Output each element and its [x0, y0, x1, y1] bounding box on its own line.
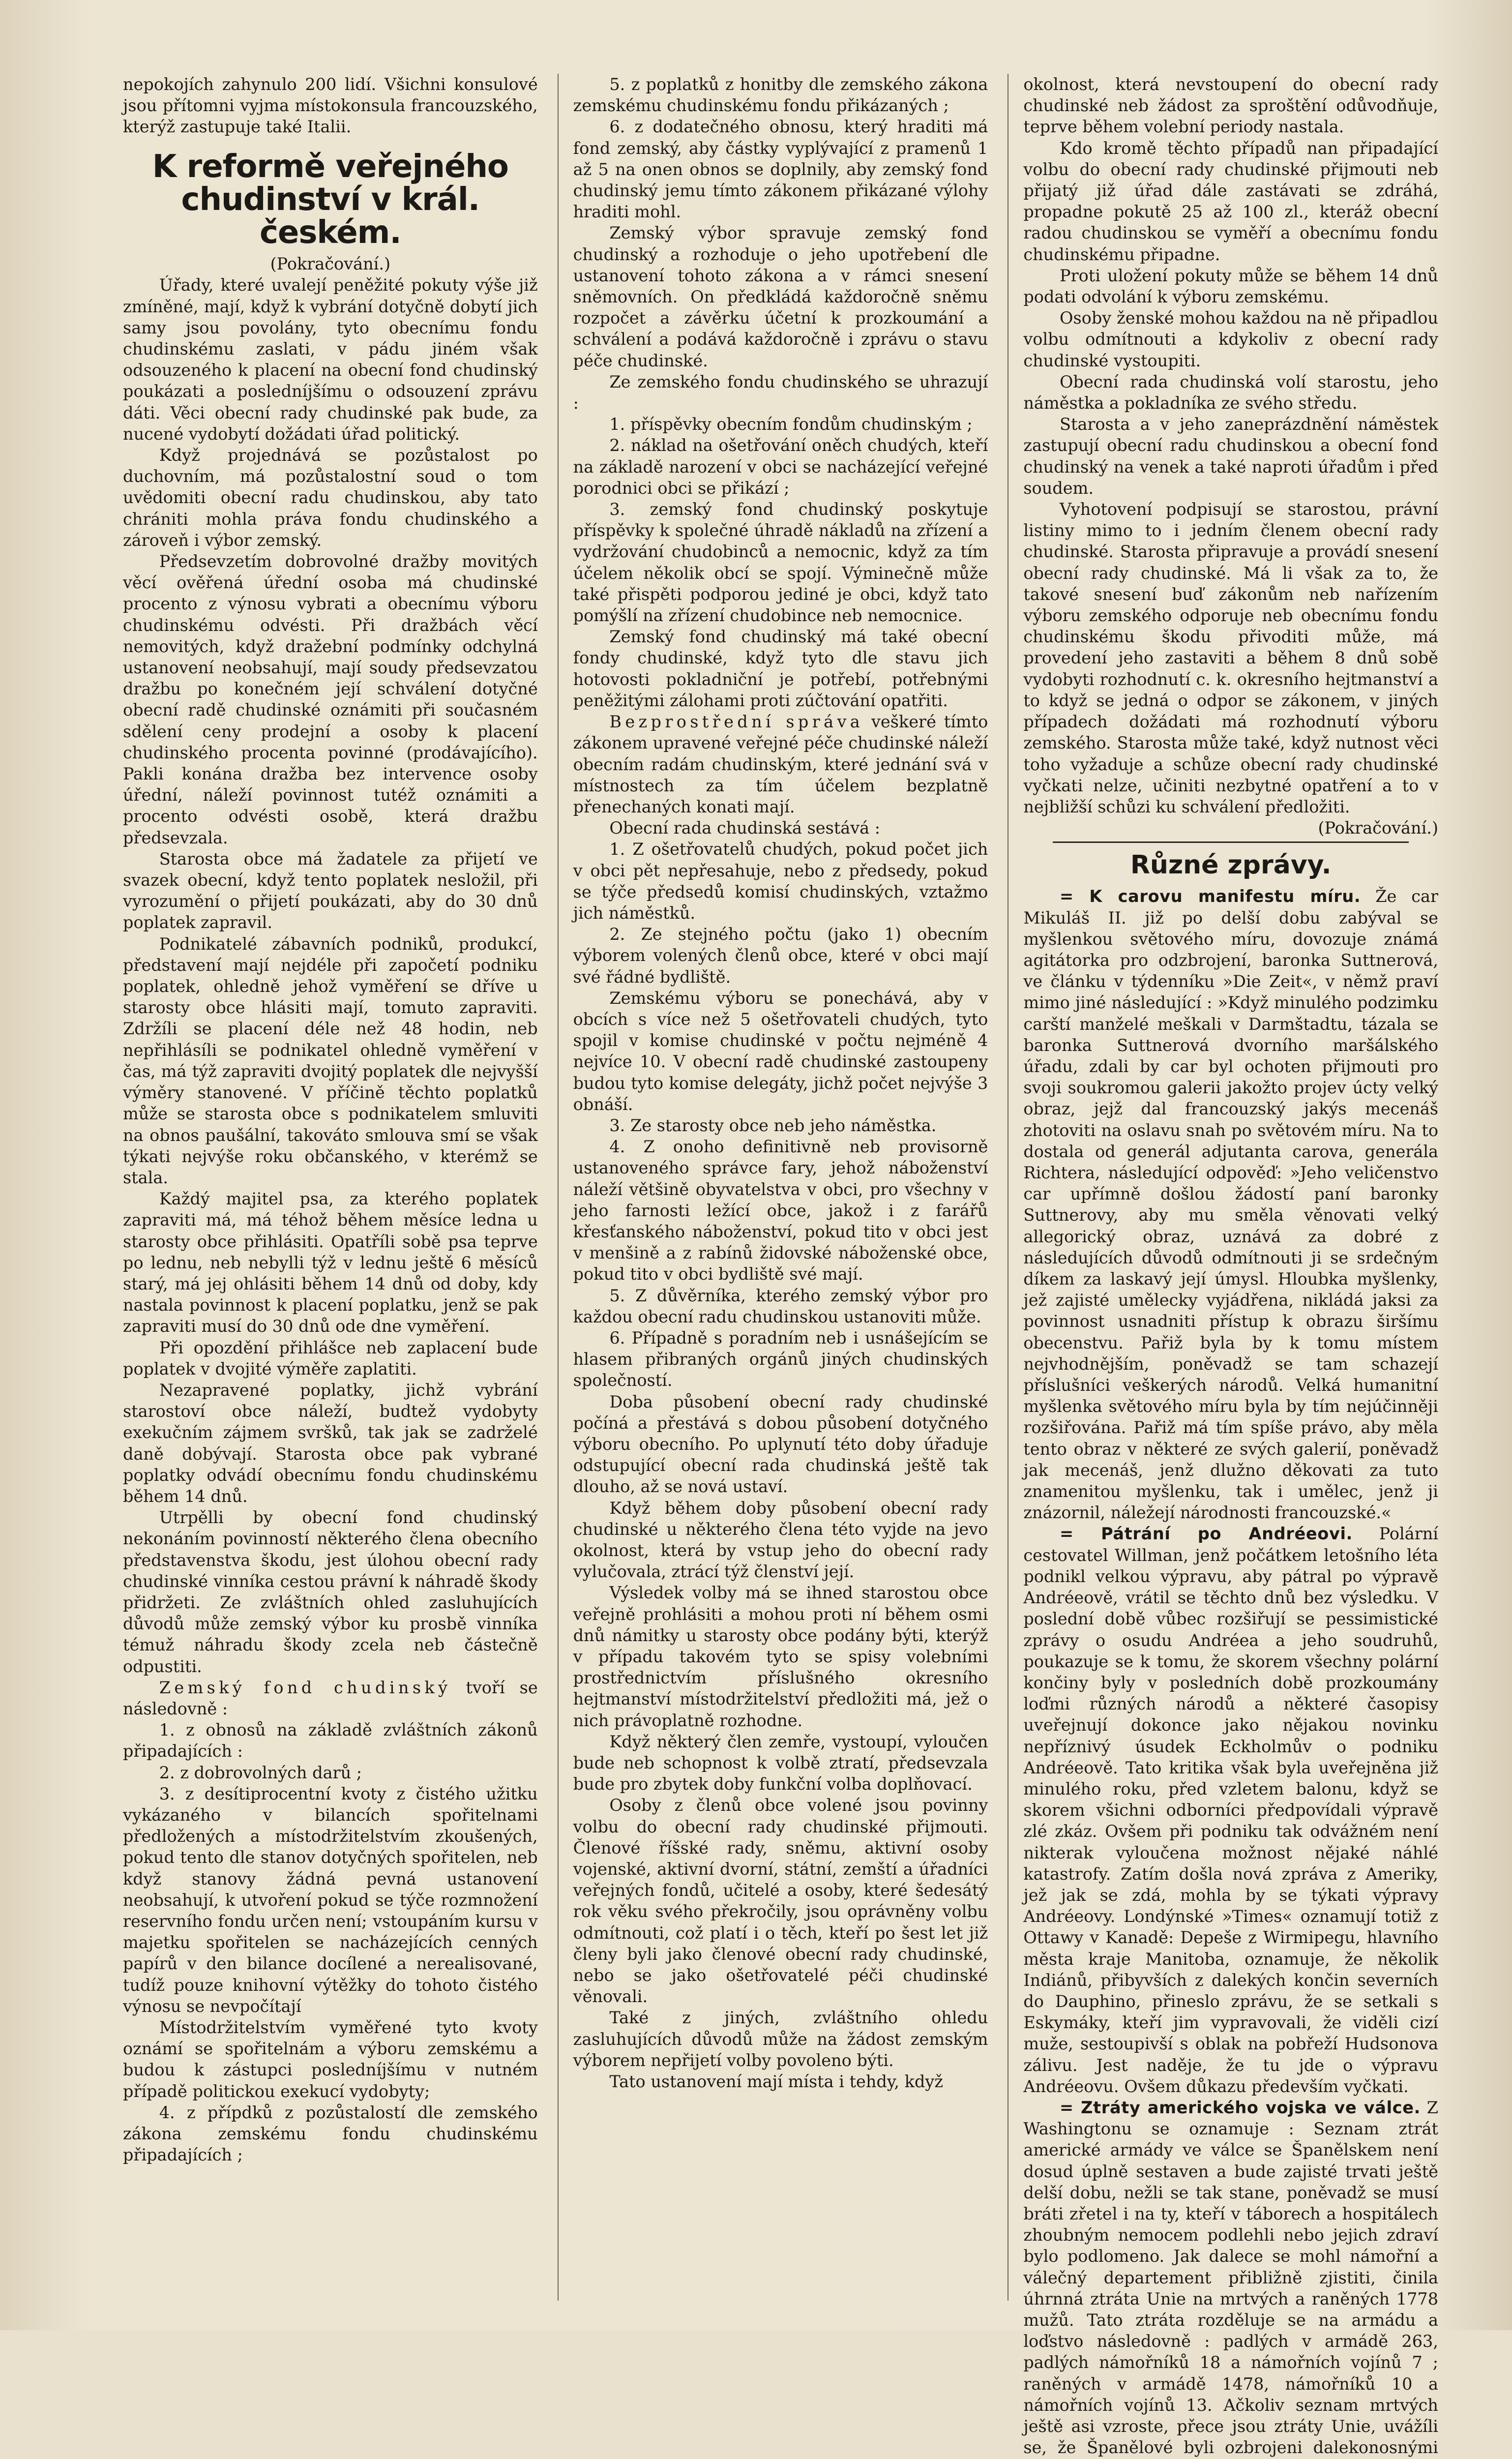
- article-paragraph: Nezapravené poplatky, jichž vybrání starostoví obce náleží, budtež vydobyty exekučním zájmem svršků, tak jak se zadrželé daně dobývají. Starosta obce pak vybrané poplatky odvádí obecnímu fondu chudinskému během 14 dnů.: [123, 1380, 538, 1506]
- council-item: 5. Z důvěrníka, kterého zemský výbor pro každou obecní radu chudinskou ustanoviti může.: [573, 1286, 988, 1326]
- article-paragraph: Osoby z členů obce volené jsou povinny volbu do obecní rady chudinské přijmouti. Členové říšské rady, sněmu, aktivní osoby vojenské, aktivní dvorní, státní, zemští a úřadníci veřejných fondů, učitelé a osoby, které šedesátý rok věku svého překročily, jsou oprávněny volbu odmítnouti, což platí i o těch, kteří po šest let již členy byli jako členové obecní rady chudinské, nebo se jako ošetřovatelé péči chudinské věnovali.: [573, 1796, 988, 2007]
- fund-intro: [123, 1677, 538, 1719]
- article-paragraph: Při opozdění přihlášce neb zaplacení bude poplatek v dvojité výměře zaplatiti.: [123, 1338, 538, 1379]
- article-paragraph: Proti uložení pokuty může se během 14 dnů podati odvolání k výboru zemskému.: [1023, 266, 1439, 307]
- section-divider: [1053, 841, 1409, 843]
- council-item: 4. Z onoho definitivně neb provisorně ustanoveného správce fary, jehož náboženství náleží většině obyvatelstva v obci, pro všechny v jeho farnosti ležící obce, jakož i z farářů křesťanského náboženství, pokud tito v obci jest v menšině a z rabínů židovské náboženské obce, pokud tito v obci bydliště své mají.: [573, 1137, 988, 1284]
- article-paragraph: Utrpělli by obecní fond chudinský nekonáním povinností některého člena obecního představenstva škodu, jest úlohou obecní rady chudinské vinníka cestou právní k náhradě škody přidržeti. Ze zvláštních ohled zasluhujících důvodů může zemský výbor ku prosbě vinníka témuž náhradu škody zcela neb částečně odpustiti.: [123, 1508, 538, 1676]
- article-paragraph: Ze zemského fondu chudinského se uhrazují :: [573, 372, 988, 413]
- article-paragraph: Obecní rada chudinská volí starostu, jeho náměstka a pokladníka ze svého středu.: [1023, 372, 1439, 413]
- article-paragraph: Zemský fond chudinský má také obecní fondy chudinské, když tyto dle stavu jich hotovosti pokladniční je potřebí, potřebnými peněžitými zálohami proti zúčtování opatřiti.: [573, 627, 988, 710]
- continued-note: (Pokračování.): [270, 254, 391, 274]
- admin-rest: veškeré tímto zákonem upravené veřejné péče chudinské náleží obecním radám chudinským, které jednání svá v místnostech za tím účelem bezplatně přenechaných konati mají.: [573, 712, 988, 816]
- council-item: 3. Ze starosty obce neb jeho náměstka.: [609, 1115, 937, 1135]
- fund-item: 2. z dobrovolných darů ;: [159, 1763, 362, 1782]
- news-body: Z Washingtonu se oznamuje : Seznam ztrát americké armády ve válce se Španělskem není dosud úplně sestaven a bude zajisté trvati ještě delší dobu, nežli se tak stane, poněvadž se musí bráti zřetel i na ty, kteří v táborech a hospitálech zhoubným nemocem podlehli nebo jejich zdraví bylo podlomeno. Jak dalece se mohl námořní a válečný departement přibližně zjistiti, činila úhrnná ztráta Unie na mrtvých a raněných 1778 mužů. Tato ztráta rozděluje se na armádu a loďstvo následovně : padlých v armádě 263, padlých námořníků 18 a námořních vojínů 7 ; raněných v armádě 1478, námořníků 10 a námořních vojínů 13. Ačkoliv seznam mrtvých ještě asi vzroste, přece jsou ztráty Unie, uvážíli se, že Španělové byli ozbrojeni dalekonosnými: [1023, 2098, 1439, 2458]
- news-headline: = K carovu manifestu míru.: [1060, 887, 1361, 906]
- article-paragraph: Podnikatelé zábavních podniků, produkcí, představení mají nejdéle při započetí podniku poplatek, ohledně jehož vyměření se dříve u starosty obce hlásiti mají, tomuto zapraviti. Zdržíli se placení déle než 48 hodin, neb nepřihlásíli se podnikatel ohledně vyměření v čas, má týž zapraviti dvojitý poplatek dle nejvyšší výměry stanovené. V příčině těchto poplatků může se starosta obce s podnikatelem smluviti na obnos paušální, takováto smlouva smí se však týkati nejvýše roku občanského, v kterémž se stala.: [123, 934, 538, 1187]
- article-paragraph: Každý majitel psa, za kterého poplatek zapraviti má, má téhož během měsíce ledna u starosty obce přihlásiti. Opatříli sobě psa teprve po lednu, neb nebylli týž v lednu ještě 6 měsíců starý, má jej ohlásiti během 14 dnů od doby, kdy nastala povinnost k placení poplatku, jenž se pak zapraviti musí do 30 dnů ode dne vyměření.: [123, 1189, 538, 1336]
- column-1: [123, 74, 538, 2301]
- news-item: [1023, 1523, 1438, 2097]
- column-2: [558, 74, 988, 2301]
- pays-item: 3. zemský fond chudinský poskytuje příspěvky k společné úhradě nákladů na zřízení a vydržování chudobinců a nemocnic, když za tím účelem několik obcí se spojí. Výminečně může také přispěti podporou jediné je obci, když tato pomýšlí na zřízení chudobince neb nemocnice.: [573, 500, 988, 626]
- pays-item: 1. příspěvky obecním fondům chudinským ;: [609, 415, 973, 434]
- article-paragraph: Když projednává se pozůstalost po duchovním, má pozůstalostní soud o tom uvědomiti obecní radu chudinskou, aby tato chrániti mohla práva fondu chudinského a zároveň i výbor zemský.: [123, 446, 538, 550]
- continued-note: (Pokračování.): [1318, 818, 1439, 838]
- fund-item: 4. z přípdků z pozůstalostí dle zemského zákona zemskému fondu chudinskému připadajících ;: [123, 2102, 538, 2165]
- council-item: 2. Ze stejného počtu (jako 1) obecním výborem volených členů obce, které v obci mají své řádné bydliště.: [573, 925, 988, 987]
- article-paragraph: Úřady, které uvalejí peněžité pokuty výše již zmíněné, mají, když k vybrání dotyčně dobytí jich samy jsou povolány, tyto obecnímu fondu chudinskému zaslati, v pádu jiném však odsouzeného k placení na obecní fond chudinský poukázati a posledníjšímu o odsouzení zprávu dáti. Věci obecní rady chudinské pak bude, za nucené vydobytí dožádati úřad politický.: [123, 275, 538, 444]
- fund-item: 1. z obnosů na základě zvláštních zákonů připadajících :: [123, 1720, 538, 1761]
- text-columns: [123, 74, 1439, 2458]
- news-headline: = Ztráty amerického vojska ve válce.: [1060, 2098, 1421, 2117]
- fund-item: 3. z desítiprocentní kvoty z čistého užitku vykázaného v bilancích spořitelnami předložených a místodržitelstvím zkoušených, pokud tento dle stanov dotyčných spořitelen, neb když stanovy žádná pevná ustanovení neobsahují, k utvoření pokud se týče rozmnožení reservního fondu určen není; vstoupáním kursu v majetku spořitelen se nacházejících cenných papírů v den bilance docílené a nerealisované, tudíž pouze knihovní výtěžky do tohoto čistého výnosu se nevpočítají: [123, 1784, 538, 2016]
- article-paragraph: Doba působení obecní rady chudinské počíná a přestává s dobou působení dotyčného výboru obecního. Po uplynutí této doby úřaduje odstupující obecní rada chudinská ještě tak dlouho, až se nová ustaví.: [573, 1392, 988, 1497]
- article-paragraph: Když během doby působení obecní rady chudinské u některého člena této vyjde na jevo okolnost, která by vstup jeho do obecní rady vylučovala, ztrácí týž členství její.: [573, 1498, 988, 1582]
- pays-item: 2. náklad na ošetřování oněch chudých, kteří na základě narození v obci se nacházející veřejné porodnici obci se přikází ;: [573, 436, 988, 498]
- admin-paragraph: [573, 711, 988, 817]
- article-paragraph: Předsevzetím dobrovolné dražby movitých věcí ověřená úřední osoba má chudinské procento z výnosu vybrati a obecnímu výboru chudinskému odvésti. Při dražbách věcí nemovitých, když dražební podmínky odchylná ustanovení neobsahují, mají soudy předsevzatou dražbu po konečném její schválení dotyčné obecní radě chudinské oznámiti při současném sdělení ceny prodejní a osoby k placení chudinského procenta povinné (prodávajícího). Pakli konána dražba bez intervence osoby úřední, náleží povinnost tutéž oznámiti a procento odvésti osobě, která dražbu předsevzala.: [123, 552, 538, 847]
- fund-item: 5. z poplatků z honitby dle zemského zákona zemskému chudinskému fondu přikázaných ;: [573, 75, 988, 116]
- article-paragraph: Tato ustanovení mají místa i tehdy, když: [609, 2072, 943, 2092]
- article-paragraph: Místodržitelstvím vyměřené tyto kvoty oznámí se spořitelnám a výboru zemskému a budou k zástupci posledníjšímu v nutném případě politickou exekucí vydobyty;: [123, 2018, 538, 2101]
- council-item: 1. Z ošetřovatelů chudých, pokud počet jich v obci pět nepřesahuje, nebo z předsedy, pokud se týče předsedů komisí chudinských, vztažmo jich náměstků.: [573, 840, 988, 923]
- intro-paragraph: nepokojích zahynulo 200 lidí. Všichni konsulové jsou přítomni vyjma místokonsula francouzského, kterýž zastupuje také Italii.: [123, 75, 538, 137]
- fund-intro-rest: tvoří se následovně :: [123, 1678, 538, 1718]
- fund-item: 6. z dodatečného obnosu, který hraditi má fond zemský, aby částky vyplývající z pramenů 1 až 5 na onen obnos se doplnily, aby zemský fond chudinský jemu tímto zákonem přikázané výlohy hraditi mohl.: [573, 117, 988, 222]
- news-headline: = Pátrání po Andréeovi.: [1060, 1524, 1353, 1544]
- article-paragraph: Starosta obce má žadatele za přijetí ve svazek obecní, když tento poplatek nesložil, při vyrozumění o přijetí poukázati, aby do 30 dnů poplatek zapravil.: [123, 849, 538, 932]
- news-item: [1023, 2097, 1438, 2459]
- article-paragraph: Obecní rada chudinská sestává :: [609, 818, 881, 838]
- article-paragraph: Starosta a v jeho zaneprázdnění náměstek zastupují obecní radu chudinskou a obecní fond chudinský na venek a také naproti úřadům i před soudem.: [1023, 415, 1439, 498]
- news-body: Polární cestovatel Willman, jenž počátkem letošního léta podnikl velkou výpravu, aby pátral po výpravě Andréeově, vrátil se těchto dnů bez výsledku. V poslední době vůbec rozšiřují se pessimistické zprávy o osudu Andréea a jeho soudruhů, poukazuje se k tomu, že skorem všechny polární končiny byly v posledních době prozkoumány loďmi různých národů a některé časopisy uveřejnují dokonce jako nějakou novinku nepříznivý úsudek Eckholmův o podniku Andréeově. Tato kritika však byla uveřejněna již minulého roku, před vzletem balonu, když se skorem všichni odborníci předpovídali výpravě zlé zkáz. Ovšem při podniku tak odvážném není nikterak vyloučena možnost nějaké náhlé katastrofy. Zatím došla nová zpráva z Ameriky, jež jak se zdá, mohla by se týkati výpravy Andréeovy. Londýnské »Times« oznamují totiž z Ottawy v Kanadě: Depeše z Wirmipegu, hlavního města kraje Manitoba, oznamuje, že několik Indiánů, přibyvších z dalekých končin severních do Dauphino, přineslo zprávu, že se setkali s Eskymáky, kteří jim vypravovali, že viděli cizí muže, sestoupivší s oblak na pobřeží Hudsonova zálivu. Jest naděje, že tu jde o výpravu Andréeovu. Ovšem důkazu především vyčkati.: [1023, 1524, 1439, 2096]
- article-paragraph: Výsledek volby má se ihned starostou obce veřejně prohlásiti a mohou proti ní během osmi dnů námitky u starosty obce podány býti, kterýž v případu takovém tyto se spisy volebními prostřednictvím příslušného okresního hejtmanství místodržitelství předložiti má, jež o nich právoplatně rozhodne.: [573, 1583, 988, 1730]
- article-paragraph: Také z jiných, zvláštního ohledu zasluhujících důvodů může na žádost zemským výborem nepřijetí volby povoleno býti.: [573, 2008, 988, 2070]
- article-title: K reformě veřejného chudinství v král. českém.: [152, 148, 508, 251]
- article-paragraph: Zemský výbor spravuje zemský fond chudinský a rozhoduje o jeho upotřebení dle ustanovení tohoto zákona a v rámci snesení sněmovních. On předkládá každoročně sněmu rozpočet a závěrku účetní k prozkoumání a schválení a podává každoročně i zprávu o stavu péče chudinské.: [573, 223, 988, 370]
- fund-intro-spaced: Zemský fond chudinský: [159, 1678, 451, 1697]
- article-paragraph: Osoby ženské mohou každou na ně připadlou volbu odmítnouti a kdykoliv z obecní rady chudinské vystoupiti.: [1023, 308, 1439, 370]
- article-paragraph: Když některý člen zemře, vystoupí, vyloučen bude neb schopnost k volbě ztratí, předsevzala bude pro zbytek doby funkční volba doplňovací.: [573, 1732, 988, 1794]
- article-paragraph: okolnost, která nevstoupení do obecní rady chudinské neb žádost za sproštění odůvodňuje, teprve během volební periody nastala.: [1023, 75, 1439, 137]
- news-item: [1023, 886, 1438, 1523]
- article-paragraph: Zemskému výboru se ponechává, aby v obcích s více než 5 ošetřovateli chudých, tyto spojil v komise chudinské v počtu nejméně 4 nejvíce 10. V obecní radě chudinské zastoupeny budou tyto komise delegáty, jichž počet nejvýše 3 obnáší.: [573, 988, 988, 1114]
- admin-spaced: Bezprostřední správa: [609, 712, 864, 732]
- article-paragraph: Kdo kromě těchto případů nan připadající volbu do obecní rady chudinské přijmouti neb přijatý již úřad dále zastávati se zdráhá, propadne pokutě 25 až 100 zl., kteráž obecní radou chudinskou se vyměří a obecnímu fondu chudinskému připadne.: [1023, 138, 1439, 264]
- article-paragraph: Vyhotovení podpisují se starostou, právní listiny mimo to i jedním členem obecní rady chudinské. Starosta připravuje a provádí snesení obecní rady chudinské. Má li však za to, že takové snesení buď zákonům neb nařízením výboru zemského odporuje neb obecnímu fondu chudinskému škodu přivoditi může, má provedení jeho zastaviti a během 8 dnů sobě vydobyti rozhodnutí c. k. okresního hejtmanství a to když se jedná o odpor se zákonem, v jiných případech dožádati má rozhodnutí výboru zemského. Starosta může také, když nutnost věci toho vyžaduje a schůze obecní rady chudinské vyčkati nelze, učiniti nezbytné opatření a to v nejbližší schůzi ku schválení předložiti.: [1023, 500, 1439, 816]
- section-title: Různé zprávy.: [1130, 850, 1332, 880]
- column-3: [1008, 74, 1439, 2458]
- council-item: 6. Případně s poradním neb i usnášejícím se hlasem přibraných orgánů jiných chudinských společností.: [573, 1328, 988, 1390]
- news-body: Že car Mikuláš II. již po delší dobu zabýval se myšlenkou světového míru, dovozuje známá agitátorka pro odzbrojení, baronka Suttnerová, ve článku v týdenníku »Die Zeit«, v němž praví mimo jiné následující : »Když minulého podzimku carští manželé meškali v Darmštadtu, tázala se baronka Suttnerová dvorního maršálského úřadu, zdali by car byl ochoten přijmouti pro svoji soukromou galerii jakožto projev úcty velký obraz, jejž dal francouzský jakýs mecenáš zhotoviti na oslavu snah po světovém míru. Na to dostala od generál adjutanta carova, generála Richtera, následující odpověď: »Jeho veličenstvo car upřímně došlou žádostí paní baronky Suttnerovy, aby mu směla věnovati velký allegorický obraz, uznává za dobré z následujících důvodů odmítnouti ji se srdečným díkem za laskavý její úmysl. Hloubka myšlenky, jež zajisté umělecky vyjádřena, nikládá jaksi za povinnost usnadniti přístup k obrazu širšímu obecenstvu. Pařiž byla by k tomu místem nejvhodnějším, poněvadž se tam schazejí příslušníci veškerých národů. Velká humanitní myšlenka světového míru byla by tím nejúčinněji rozšiřována. Pařiž má tím spíše právo, aby měla tento obraz v některé ze svých galerií, poněvadž jak mecenáš, jenž dlužno děkovati za tuto znamenitou myšlenku, tak i umělec, jenž ji znázornil, náležejí národnosti francouzské.«: [1023, 887, 1439, 1523]
